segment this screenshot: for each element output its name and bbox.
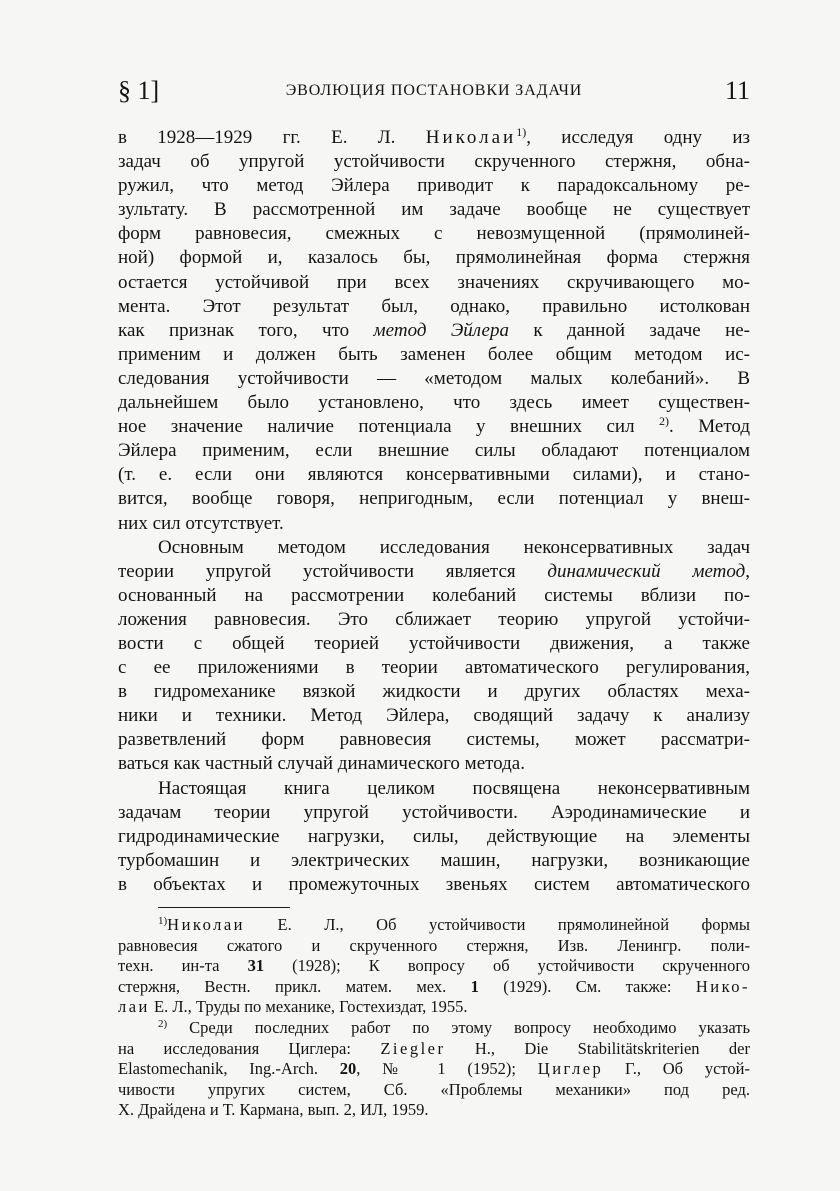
footnote-ref-2[interactable]: 2): [659, 414, 670, 429]
text-line: мента. Этот результат был, однако, правильно истолкован: [118, 295, 750, 317]
text-run: , исследуя одну из: [526, 127, 750, 148]
footnote-marker-1: 1): [158, 915, 168, 927]
footnote-line: [118, 915, 750, 936]
text-line: ружил, что метод Эйлера приводит к парадоксальному ре-: [118, 175, 750, 197]
text-run: (1928); К вопросу об устойчивости скрученного: [264, 956, 750, 976]
running-title: ЭВОЛЮЦИЯ ПОСТАНОВКИ ЗАДАЧИ: [285, 82, 583, 99]
spaced-author-name: лаи: [118, 997, 150, 1017]
text-line: вится, вообще говоря, непригодным, если потенциал у внеш-: [118, 488, 750, 510]
footnote-divider: [158, 907, 290, 908]
text-line: Настоящая книга целиком посвящена неконсервативным: [158, 777, 750, 799]
text-run: , № 1 (1952);: [356, 1059, 538, 1079]
text-run: ное значение наличие потенциала у внешних сил: [118, 416, 660, 438]
text-line: следования устойчивости — «методом малых колебаний». В: [118, 367, 750, 389]
text-line: турбомашин и электрических машин, нагрузки, возникающие: [118, 849, 750, 871]
text-line: вости с общей теорией устойчивости движения, а также: [118, 632, 750, 654]
spaced-author-name: Циглер: [537, 1059, 604, 1079]
italic-term: динамический метод: [547, 560, 746, 582]
footnote-line: Х. Драйдена и Т. Кармана, вып. 2, ИЛ, 1959.: [118, 1100, 429, 1120]
text-line: (т. е. если они являются консервативными силами), и стано-: [118, 464, 750, 486]
text-line: ваться как частный случай динамического метода.: [118, 753, 525, 775]
text-line: ложения равновесия. Это сближает теорию упругой устойчи-: [118, 608, 750, 630]
footnote-line: [118, 1059, 750, 1080]
text-line: основанный на рассмотрении колебаний системы вблизи по-: [118, 584, 750, 606]
text-line: ной) формой и, казалось бы, прямолинейная форма стержня: [118, 247, 750, 269]
footnote-line: [118, 997, 750, 1018]
footnote-line: [118, 956, 750, 977]
text-run: (1929). См. также:: [478, 976, 696, 996]
italic-term: метод Эйлера: [373, 319, 509, 341]
text-line: разветвлений форм равновесия системы, может рассматри-: [118, 729, 750, 751]
footnote-line: равновесия сжатого и скрученного стержня, Изв. Ленингр. поли-: [118, 935, 750, 955]
section-number: § 1]: [118, 76, 160, 105]
spaced-author-name: Нико-: [695, 976, 750, 996]
text-line: гидродинамические нагрузки, силы, действующие на элементы: [118, 825, 750, 847]
text-line: остается устойчивой при всех значениях скручивающего мо-: [118, 271, 750, 293]
text-line: [118, 126, 750, 150]
text-run: на исследования Циглера:: [118, 1038, 381, 1058]
footnote-line: чивости упругих систем, Сб. «Проблемы механики» под ред.: [118, 1079, 750, 1099]
text-line: [118, 415, 750, 439]
text-run: . Метод: [669, 416, 750, 438]
text-run: теории упругой устойчивости является: [118, 560, 548, 582]
text-run: Е. Л., Труды по механике, Гостехиздат, 1955.: [149, 997, 468, 1017]
text-run: к данной задаче не-: [508, 319, 751, 341]
text-run: в 1928—1929 гг. Е. Л.: [118, 127, 426, 148]
volume-number: 20: [339, 1059, 357, 1079]
text-line: задач об упругой устойчивости скрученного стержня, обна-: [118, 151, 750, 173]
volume-number: 31: [247, 956, 265, 976]
text-line: ники и техники. Метод Эйлера, сводящий задачу к анализу: [118, 705, 750, 727]
text-run: Elastomechanik, Ing.-Arch.: [118, 1059, 340, 1079]
text-line: применим и должен быть заменен более общим методом ис-: [118, 343, 750, 365]
footnotes: [118, 915, 750, 1121]
text-line: с ее приложениями в теории автоматического регулирования,: [118, 657, 750, 679]
text-line: них сил отсутствует.: [118, 512, 284, 534]
text-run: стержня, Вестн. прикл. матем. мех.: [118, 976, 471, 996]
spaced-author-name: Николаи: [425, 127, 517, 148]
text-line: в объектах и промежуточных звеньях систем автоматического: [118, 873, 750, 895]
text-run: техн. ин-та: [118, 956, 248, 976]
text-line: [118, 560, 750, 584]
text-run: ,: [745, 560, 750, 582]
text-line: [118, 319, 750, 343]
footnote-ref-1[interactable]: 1): [516, 125, 527, 139]
footnote-line: [118, 977, 750, 998]
spaced-author-name: Николаи: [167, 915, 246, 934]
footnote-marker-2: 2): [158, 1017, 168, 1030]
footnote-line: [118, 1039, 750, 1060]
text-line: форм равновесия, смежных с невозмущенной (прямолиней-: [118, 223, 750, 245]
text-run: Г., Об устой-: [603, 1059, 750, 1079]
text-line: дальнейшем было установлено, что здесь имеет существен-: [118, 392, 750, 414]
text-line: задачам теории упругой устойчивости. Аэродинамические и: [118, 801, 750, 823]
text-line: в гидромеханике вязкой жидкости и других областях меха-: [118, 681, 750, 703]
text-line: Эйлера применим, если внешние силы обладают потенциалом: [118, 440, 750, 462]
text-line: Основным методом исследования неконсервативных задач: [158, 536, 750, 558]
text-run: Среди последних работ по этому вопросу необходимо указать: [167, 1017, 750, 1037]
spaced-author-name: Ziegler: [380, 1038, 446, 1058]
text-run: как признак того, что: [118, 319, 374, 341]
running-header: [118, 76, 750, 112]
text-run: H., Die Stabilitätskriterien der: [445, 1038, 751, 1058]
page-number: 11: [724, 76, 750, 105]
footnote-line: [118, 1018, 750, 1039]
volume-number: 1: [470, 976, 479, 996]
text-line: зультату. В рассмотренной им задаче вообще не существует: [118, 199, 750, 221]
main-text: [118, 126, 750, 897]
text-run: Е. Л., Об устойчивости прямолинейной формы: [245, 915, 750, 934]
